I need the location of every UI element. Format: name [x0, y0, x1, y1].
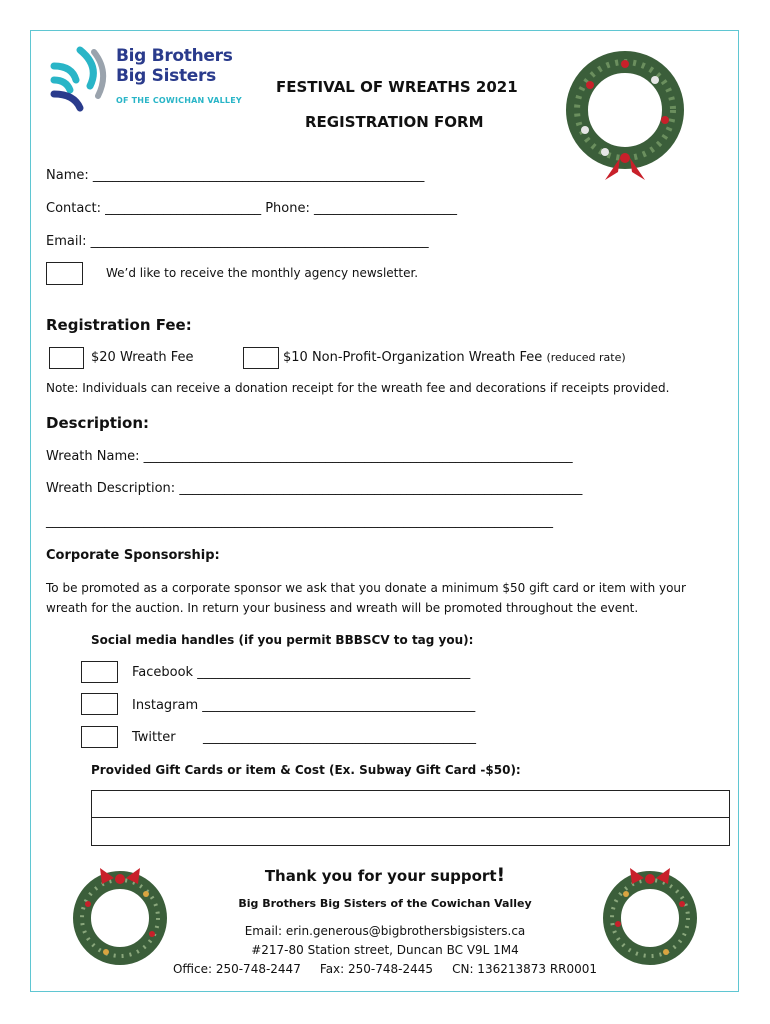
instagram-field[interactable]: Instagram __________________________________________	[132, 698, 476, 713]
gift-card-table	[91, 790, 730, 846]
logo-line-1: Big Brothers	[116, 46, 233, 66]
newsletter-label: We’d like to receive the monthly agency newsletter.	[106, 266, 419, 280]
name-field[interactable]: Name: ___________________________________________________	[46, 168, 425, 183]
sponsorship-heading: Corporate Sponsorship:	[46, 548, 220, 563]
registration-heading: Registration Fee:	[46, 316, 192, 334]
thank-you-exclamation: !	[496, 864, 506, 886]
email-field[interactable]: Email: ____________________________________________________	[46, 234, 429, 249]
reduced-rate-note: (reduced rate)	[546, 351, 626, 364]
twitter-label: Twitter	[132, 730, 176, 745]
instagram-checkbox[interactable]	[81, 693, 118, 715]
gift-row-2[interactable]	[92, 818, 729, 845]
twitter-checkbox[interactable]	[81, 726, 118, 748]
contact-phone-field[interactable]: Contact: ________________________ Phone: ______________________	[46, 201, 458, 216]
office-fax-cn: Office: 250-748-2447 Fax: 250-748-2445 CN: 136213873 RR0001	[172, 962, 598, 976]
nonprofit-fee-checkbox[interactable]	[243, 347, 279, 369]
logo-line-2: Big Sisters	[116, 66, 216, 86]
org-name: Big Brothers Big Sisters of the Cowichan Valley	[238, 897, 532, 910]
twitter-field[interactable]: __________________________________________	[203, 730, 476, 745]
social-heading: Social media handles (if you permit BBBSCV to tag you):	[91, 633, 474, 647]
wreath-description-field[interactable]: Wreath Description: ______________________________________________________________	[46, 481, 583, 496]
logo-mark-icon	[50, 46, 112, 116]
sponsorship-text-1: To be promoted as a corporate sponsor we ask that you donate a minimum $50 gift card or item with your	[46, 581, 686, 595]
gift-heading: Provided Gift Cards or item & Cost (Ex. Subway Gift Card -$50):	[91, 763, 521, 777]
sponsorship-text-2: wreath for the auction. In return your business and wreath will be promoted throughout the event.	[46, 601, 639, 615]
contact-email: Email: erin.generous@bigbrothersbigsisters.ca	[244, 924, 526, 938]
nonprofit-fee-label: $10 Non-Profit-Organization Wreath Fee (reduced rate)	[283, 350, 626, 365]
address: #217-80 Station street, Duncan BC V9L 1M4	[251, 943, 519, 957]
logo-line-3: OF THE COWICHAN VALLEY	[116, 96, 242, 105]
gift-row-1[interactable]	[92, 791, 729, 818]
description-heading: Description:	[46, 414, 150, 432]
wreath-fee-checkbox[interactable]	[49, 347, 84, 369]
wreath-top-right-icon	[560, 40, 690, 190]
thank-you-text: Thank you for your support!	[264, 864, 506, 886]
wreath-fee-label: $20 Wreath Fee	[91, 350, 194, 365]
facebook-checkbox[interactable]	[81, 661, 118, 683]
wreath-description-line-2[interactable]: ______________________________________________________________________________	[46, 514, 553, 529]
form-subtitle: REGISTRATION FORM	[305, 113, 484, 131]
form-title: FESTIVAL OF WREATHS 2021	[276, 78, 518, 96]
newsletter-checkbox[interactable]	[46, 262, 83, 285]
bbbs-logo	[50, 46, 250, 116]
facebook-field[interactable]: Facebook __________________________________________	[132, 665, 471, 680]
receipt-note: Note: Individuals can receive a donation receipt for the wreath fee and decorations if receipts provided.	[46, 381, 670, 395]
wreath-name-field[interactable]: Wreath Name: __________________________________________________________________	[46, 449, 573, 464]
